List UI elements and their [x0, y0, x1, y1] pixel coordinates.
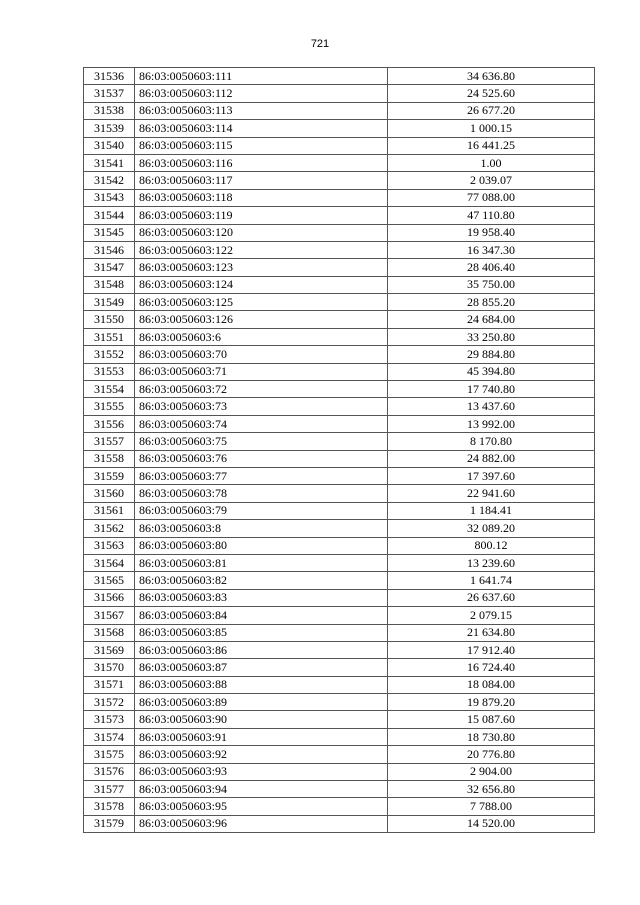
- row-number-cell: 31548: [84, 276, 135, 293]
- cadastral-number-cell: 86:03:0050603:117: [135, 172, 388, 189]
- cadastral-number-cell: 86:03:0050603:88: [135, 676, 388, 693]
- row-number-cell: 31565: [84, 572, 135, 589]
- row-number-cell: 31549: [84, 294, 135, 311]
- cadastral-value-cell: 19 958.40: [388, 224, 595, 241]
- row-number-cell: 31566: [84, 589, 135, 606]
- table-row: [84, 659, 595, 676]
- cadastral-value-cell: 16 724.40: [388, 659, 595, 676]
- cadastral-value-cell: 13 992.00: [388, 415, 595, 432]
- cadastral-value-cell: 17 912.40: [388, 641, 595, 658]
- table-row: [84, 467, 595, 484]
- row-number-cell: 31572: [84, 694, 135, 711]
- row-number-cell: 31573: [84, 711, 135, 728]
- table-row: [84, 554, 595, 571]
- row-number-cell: 31568: [84, 624, 135, 641]
- cadastral-value-cell: 26 677.20: [388, 102, 595, 119]
- cadastral-value-cell: 1.00: [388, 154, 595, 171]
- row-number-cell: 31555: [84, 398, 135, 415]
- cadastral-number-cell: 86:03:0050603:90: [135, 711, 388, 728]
- row-number-cell: 31546: [84, 241, 135, 258]
- row-number-cell: 31536: [84, 68, 135, 85]
- cadastral-value-cell: 24 684.00: [388, 311, 595, 328]
- row-number-cell: 31575: [84, 746, 135, 763]
- cadastral-number-cell: 86:03:0050603:79: [135, 502, 388, 519]
- row-number-cell: 31538: [84, 102, 135, 119]
- row-number-cell: 31545: [84, 224, 135, 241]
- row-number-cell: 31556: [84, 415, 135, 432]
- table-row: [84, 259, 595, 276]
- cadastral-value-cell: 32 089.20: [388, 520, 595, 537]
- row-number-cell: 31547: [84, 259, 135, 276]
- cadastral-value-cell: 18 730.80: [388, 728, 595, 745]
- row-number-cell: 31542: [84, 172, 135, 189]
- cadastral-value-cell: 2 079.15: [388, 607, 595, 624]
- table-row: [84, 572, 595, 589]
- cadastral-value-cell: 1 000.15: [388, 120, 595, 137]
- table-row: [84, 207, 595, 224]
- table-row: [84, 172, 595, 189]
- cadastral-value-cell: 14 520.00: [388, 815, 595, 832]
- cadastral-number-cell: 86:03:0050603:122: [135, 241, 388, 258]
- row-number-cell: 31578: [84, 798, 135, 815]
- cadastral-number-cell: 86:03:0050603:120: [135, 224, 388, 241]
- table-row: [84, 154, 595, 171]
- row-number-cell: 31552: [84, 346, 135, 363]
- cadastral-number-cell: 86:03:0050603:70: [135, 346, 388, 363]
- row-number-cell: 31561: [84, 502, 135, 519]
- table-body: [84, 68, 595, 833]
- table-row: [84, 711, 595, 728]
- table-row: [84, 381, 595, 398]
- cadastral-number-cell: 86:03:0050603:8: [135, 520, 388, 537]
- cadastral-value-cell: 29 884.80: [388, 346, 595, 363]
- row-number-cell: 31564: [84, 554, 135, 571]
- cadastral-number-cell: 86:03:0050603:91: [135, 728, 388, 745]
- table-row: [84, 815, 595, 832]
- cadastral-value-cell: 1 641.74: [388, 572, 595, 589]
- table-row: [84, 276, 595, 293]
- cadastral-number-cell: 86:03:0050603:78: [135, 485, 388, 502]
- cadastral-number-cell: 86:03:0050603:76: [135, 450, 388, 467]
- cadastral-value-table: [83, 67, 595, 833]
- cadastral-number-cell: 86:03:0050603:114: [135, 120, 388, 137]
- cadastral-value-cell: 19 879.20: [388, 694, 595, 711]
- table-row: [84, 102, 595, 119]
- row-number-cell: 31569: [84, 641, 135, 658]
- cadastral-value-cell: 24 525.60: [388, 85, 595, 102]
- cadastral-value-cell: 8 170.80: [388, 433, 595, 450]
- row-number-cell: 31557: [84, 433, 135, 450]
- row-number-cell: 31543: [84, 189, 135, 206]
- cadastral-number-cell: 86:03:0050603:94: [135, 781, 388, 798]
- table-row: [84, 589, 595, 606]
- cadastral-number-cell: 86:03:0050603:125: [135, 294, 388, 311]
- cadastral-value-cell: 15 087.60: [388, 711, 595, 728]
- cadastral-number-cell: 86:03:0050603:85: [135, 624, 388, 641]
- table-row: [84, 85, 595, 102]
- row-number-cell: 31571: [84, 676, 135, 693]
- cadastral-number-cell: 86:03:0050603:89: [135, 694, 388, 711]
- cadastral-number-cell: 86:03:0050603:73: [135, 398, 388, 415]
- table-row: [84, 485, 595, 502]
- cadastral-number-cell: 86:03:0050603:80: [135, 537, 388, 554]
- cadastral-number-cell: 86:03:0050603:116: [135, 154, 388, 171]
- table-row: [84, 746, 595, 763]
- cadastral-value-cell: 17 740.80: [388, 381, 595, 398]
- cadastral-number-cell: 86:03:0050603:112: [135, 85, 388, 102]
- table-row: [84, 763, 595, 780]
- table-row: [84, 294, 595, 311]
- row-number-cell: 31574: [84, 728, 135, 745]
- cadastral-number-cell: 86:03:0050603:6: [135, 328, 388, 345]
- page-number: 721: [310, 38, 330, 50]
- cadastral-number-cell: 86:03:0050603:71: [135, 363, 388, 380]
- row-number-cell: 31562: [84, 520, 135, 537]
- row-number-cell: 31540: [84, 137, 135, 154]
- cadastral-value-cell: 7 788.00: [388, 798, 595, 815]
- cadastral-value-cell: 800.12: [388, 537, 595, 554]
- row-number-cell: 31577: [84, 781, 135, 798]
- cadastral-number-cell: 86:03:0050603:93: [135, 763, 388, 780]
- cadastral-number-cell: 86:03:0050603:87: [135, 659, 388, 676]
- row-number-cell: 31551: [84, 328, 135, 345]
- table-row: [84, 728, 595, 745]
- cadastral-number-cell: 86:03:0050603:77: [135, 467, 388, 484]
- cadastral-value-cell: 13 437.60: [388, 398, 595, 415]
- cadastral-value-cell: 2 904.00: [388, 763, 595, 780]
- table-row: [84, 641, 595, 658]
- row-number-cell: 31553: [84, 363, 135, 380]
- cadastral-number-cell: 86:03:0050603:92: [135, 746, 388, 763]
- cadastral-number-cell: 86:03:0050603:119: [135, 207, 388, 224]
- cadastral-value-cell: 21 634.80: [388, 624, 595, 641]
- table-row: [84, 781, 595, 798]
- row-number-cell: 31579: [84, 815, 135, 832]
- cadastral-number-cell: 86:03:0050603:83: [135, 589, 388, 606]
- cadastral-number-cell: 86:03:0050603:118: [135, 189, 388, 206]
- cadastral-value-cell: 33 250.80: [388, 328, 595, 345]
- cadastral-value-cell: 35 750.00: [388, 276, 595, 293]
- table-row: [84, 433, 595, 450]
- row-number-cell: 31544: [84, 207, 135, 224]
- table-row: [84, 537, 595, 554]
- row-number-cell: 31537: [84, 85, 135, 102]
- cadastral-value-cell: 47 110.80: [388, 207, 595, 224]
- cadastral-number-cell: 86:03:0050603:81: [135, 554, 388, 571]
- cadastral-number-cell: 86:03:0050603:111: [135, 68, 388, 85]
- row-number-cell: 31541: [84, 154, 135, 171]
- table-row: [84, 311, 595, 328]
- cadastral-number-cell: 86:03:0050603:86: [135, 641, 388, 658]
- row-number-cell: 31570: [84, 659, 135, 676]
- table-row: [84, 120, 595, 137]
- table-row: [84, 676, 595, 693]
- cadastral-value-cell: 16 347.30: [388, 241, 595, 258]
- table-row: [84, 68, 595, 85]
- cadastral-value-cell: 18 084.00: [388, 676, 595, 693]
- cadastral-number-cell: 86:03:0050603:95: [135, 798, 388, 815]
- table-row: [84, 520, 595, 537]
- row-number-cell: 31550: [84, 311, 135, 328]
- table-row: [84, 363, 595, 380]
- row-number-cell: 31567: [84, 607, 135, 624]
- table-row: [84, 398, 595, 415]
- row-number-cell: 31558: [84, 450, 135, 467]
- cadastral-value-cell: 45 394.80: [388, 363, 595, 380]
- cadastral-number-cell: 86:03:0050603:126: [135, 311, 388, 328]
- table-row: [84, 450, 595, 467]
- cadastral-number-cell: 86:03:0050603:124: [135, 276, 388, 293]
- cadastral-value-cell: 24 882.00: [388, 450, 595, 467]
- row-number-cell: 31576: [84, 763, 135, 780]
- table-row: [84, 137, 595, 154]
- table-row: [84, 798, 595, 815]
- cadastral-number-cell: 86:03:0050603:123: [135, 259, 388, 276]
- cadastral-value-cell: 20 776.80: [388, 746, 595, 763]
- table-row: [84, 241, 595, 258]
- table-row: [84, 502, 595, 519]
- cadastral-number-cell: 86:03:0050603:74: [135, 415, 388, 432]
- cadastral-number-cell: 86:03:0050603:82: [135, 572, 388, 589]
- cadastral-value-cell: 13 239.60: [388, 554, 595, 571]
- cadastral-value-cell: 77 088.00: [388, 189, 595, 206]
- row-number-cell: 31560: [84, 485, 135, 502]
- cadastral-value-cell: 22 941.60: [388, 485, 595, 502]
- cadastral-value-cell: 16 441.25: [388, 137, 595, 154]
- table-row: [84, 346, 595, 363]
- table-row: [84, 607, 595, 624]
- cadastral-number-cell: 86:03:0050603:72: [135, 381, 388, 398]
- cadastral-value-cell: 34 636.80: [388, 68, 595, 85]
- cadastral-number-cell: 86:03:0050603:113: [135, 102, 388, 119]
- row-number-cell: 31563: [84, 537, 135, 554]
- table-row: [84, 189, 595, 206]
- cadastral-value-cell: 17 397.60: [388, 467, 595, 484]
- table-row: [84, 415, 595, 432]
- cadastral-value-cell: 32 656.80: [388, 781, 595, 798]
- cadastral-value-cell: 28 406.40: [388, 259, 595, 276]
- table-row: [84, 694, 595, 711]
- row-number-cell: 31539: [84, 120, 135, 137]
- row-number-cell: 31559: [84, 467, 135, 484]
- cadastral-value-cell: 26 637.60: [388, 589, 595, 606]
- cadastral-number-cell: 86:03:0050603:96: [135, 815, 388, 832]
- cadastral-value-cell: 1 184.41: [388, 502, 595, 519]
- cadastral-number-cell: 86:03:0050603:75: [135, 433, 388, 450]
- cadastral-value-cell: 28 855.20: [388, 294, 595, 311]
- cadastral-number-cell: 86:03:0050603:84: [135, 607, 388, 624]
- row-number-cell: 31554: [84, 381, 135, 398]
- table-row: [84, 328, 595, 345]
- table-row: [84, 624, 595, 641]
- table-row: [84, 224, 595, 241]
- cadastral-number-cell: 86:03:0050603:115: [135, 137, 388, 154]
- cadastral-value-cell: 2 039.07: [388, 172, 595, 189]
